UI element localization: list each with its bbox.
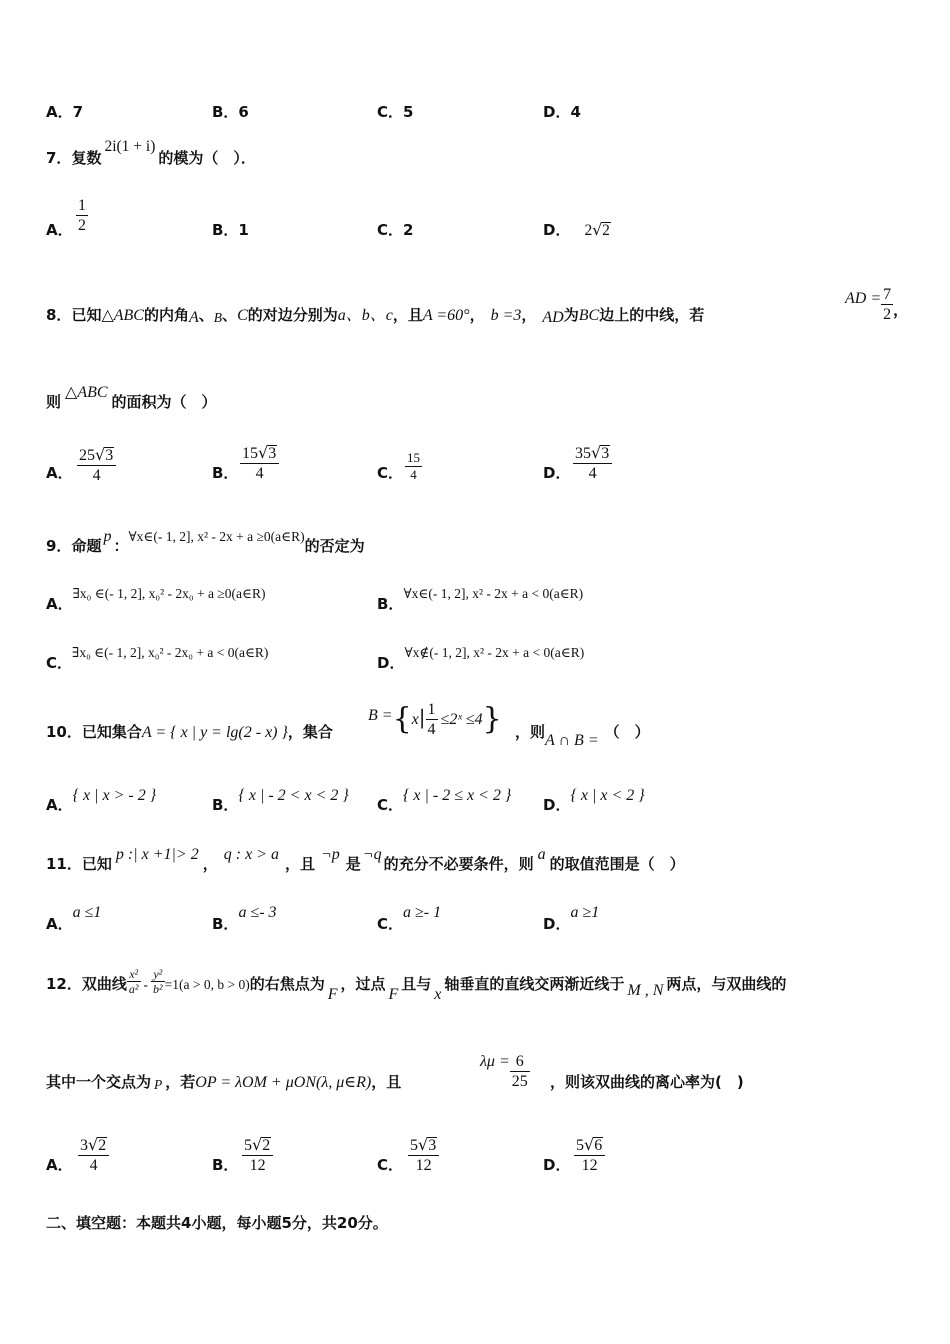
q7-option-d-label: D． xyxy=(543,221,571,239)
q7-number: 7． xyxy=(46,149,72,167)
q8-option-b-label: B． xyxy=(212,464,239,482)
q7-stem xyxy=(46,138,256,169)
q9-proposition-p: p xyxy=(103,528,112,545)
q9-number: 9． xyxy=(46,537,72,555)
q10-option-d: D．{ x | x < 2 } xyxy=(543,787,645,814)
q12-point-p: P xyxy=(154,1077,163,1092)
q8-stem-line2 xyxy=(46,384,217,413)
q11-condition-p: p :| x +1|> 2 xyxy=(115,846,199,863)
q9-option-c: C．∃x₀ ∈(- 1, 2], x₀² - 2x₀ + a < 0(a∈R) xyxy=(46,645,269,672)
q9-statement: ∀x∈(- 1, 2], x² - 2x + a ≥0(a∈R) xyxy=(128,529,305,544)
q10-text: ，则 xyxy=(515,723,546,741)
q10-option-b: B．{ x | - 2 < x < 2 } xyxy=(212,787,349,814)
q10-number: 10． xyxy=(46,723,82,741)
q8-option-a-label: A． xyxy=(46,464,73,482)
q7-expression: 2i(1 + i) xyxy=(104,138,156,155)
q8-text: ，且 xyxy=(392,306,423,324)
q11-param-a: a xyxy=(537,846,546,863)
q11-option-a: A．a ≤1 xyxy=(46,904,102,933)
q11-text: ，且 xyxy=(284,855,315,873)
q12-number: 12． xyxy=(46,975,82,993)
q11-option-b: B．a ≤- 3 xyxy=(212,904,277,933)
q6-option-a: A．7 xyxy=(46,103,84,121)
q9-option-b: B．∀x∈(- 1, 2], x² - 2x + a < 0(a∈R) xyxy=(377,586,584,613)
q8-option-b-fraction: $\frac{15√3}{4}$ xyxy=(240,443,279,483)
q12-option-a-fraction: $\frac{3√2}{4}$ xyxy=(78,1135,109,1175)
q12-lambda-mu-fraction: $\frac{6}{25}$ xyxy=(511,1053,528,1090)
q8-number: 8． xyxy=(46,306,72,324)
q8-option-d-label: D． xyxy=(543,464,571,482)
q8-option-c-fraction: $\frac{15}{4}$ xyxy=(407,450,420,482)
q8-text: 的对边分别为 xyxy=(247,306,338,324)
q12-option-b-fraction: $\frac{5√2}{12}$ xyxy=(242,1135,273,1175)
q8-text: 为 xyxy=(563,306,579,324)
q8-triangle: △ABC xyxy=(65,384,108,401)
q11-number: 11． xyxy=(46,855,82,873)
q8-angle-c: C xyxy=(237,307,248,324)
q6-option-b: B．6 xyxy=(212,103,249,121)
q8-angle-a: A xyxy=(189,309,199,326)
q12-text: 且与 xyxy=(401,975,432,993)
q12-points-mn: M , N xyxy=(627,982,664,999)
q8-stem-line1: 8．已知△ABC的内角A、B、C的对边分别为a、b、c，且A =60°， b =3， AD为BC边上的中线，若 xyxy=(46,306,705,326)
q12-option-a-label: A． xyxy=(46,1156,73,1174)
q6-option-d: D．4 xyxy=(543,103,581,121)
q12-text: ，若 xyxy=(165,1073,196,1091)
q7-option-d-coef: 2 xyxy=(584,222,593,239)
q8-text: 已知 xyxy=(71,306,102,324)
q12-text: 两点，与双曲线的 xyxy=(666,975,787,993)
q11-not-p: ¬p xyxy=(320,846,340,863)
q11-text: 的取值范围是（ ） xyxy=(549,855,685,873)
q10-text: ，集合 xyxy=(287,723,333,741)
section-heading-fill-in: 二、填空题：本题共4小题，每小题5分，共20分。 xyxy=(46,1214,388,1232)
q7-option-c: C．2 xyxy=(377,221,414,239)
q11-stem: 11．已知p :| x +1|> 2，q : x > a，且¬p是¬q的充分不必要条件，则a的取值范围是（ ） xyxy=(46,846,685,873)
q12-option-d-fraction: $\frac{5√6}{12}$ xyxy=(574,1135,605,1175)
q8-option-c-label: C． xyxy=(377,464,404,482)
q12-stem-line2 xyxy=(46,1072,401,1093)
q7-option-b: B．1 xyxy=(212,221,249,239)
q10-set-b: B ={x| $\frac{1}{4}$ ≤2ˣ ≤4} xyxy=(368,701,502,738)
q10-stem xyxy=(46,722,333,743)
q8-ad-condition: AD = $\frac{7}{2}$ ， xyxy=(845,286,909,323)
q12-axis-x: x xyxy=(434,986,442,1003)
q9-text: 的否定为 xyxy=(304,537,365,555)
q9-stem: 9．命题p：∀x∈(- 1, 2], x² - 2x + a ≥0(a∈R)的否定为 xyxy=(46,528,365,555)
q12-option-c-label: C． xyxy=(377,1156,404,1174)
q8-option-d-fraction: $\frac{35√3}{4}$ xyxy=(573,443,612,483)
q8-text: 的面积为（ ） xyxy=(111,393,217,411)
q8-angle-value: A =60° xyxy=(422,307,470,324)
q12-text: ，过点 xyxy=(340,975,386,993)
q12-focus-f: F xyxy=(327,986,338,1003)
q8-sides: a、b、c xyxy=(337,307,393,324)
q7-text-post: 的模为（ ）． xyxy=(158,149,256,167)
q10-question: ，则A ∩ B = （ ） xyxy=(515,723,650,749)
q8-angle-b: B xyxy=(213,310,223,325)
q11-not-q: ¬q xyxy=(362,846,382,863)
q10-option-a: A．{ x | x > - 2 } xyxy=(46,787,157,814)
q7-option-d-radicand: 2 xyxy=(602,222,610,239)
q12-text: 其中一个交点为 xyxy=(46,1073,152,1091)
q8-text: 边上的中线，若 xyxy=(599,306,705,324)
q8-triangle: △ABC xyxy=(101,307,144,324)
q12-focus-f: F xyxy=(388,986,399,1003)
q10-set-a: A = { x | y = lg(2 - x) } xyxy=(141,724,288,741)
q11-option-d: D．a ≥1 xyxy=(543,904,600,933)
q10-text: 已知集合 xyxy=(81,723,142,741)
q11-text: 是 xyxy=(345,855,361,873)
q12-text: ，且 xyxy=(371,1073,402,1091)
q8-ad-fraction: $\frac{7}{2}$ xyxy=(883,286,892,323)
q8-median: AD xyxy=(542,309,564,326)
q12-option-c-fraction: $\frac{5√3}{12}$ xyxy=(408,1135,439,1175)
q12-text: 双曲线 xyxy=(81,975,127,993)
q7-text-pre: 复数 xyxy=(71,149,102,167)
q12-frac-x: $\frac{\text{x²}}{\text{a²}}$ xyxy=(128,967,139,996)
q9-option-d: D．∀x∉(- 1, 2], x² - 2x + a < 0(a∈R) xyxy=(377,645,585,672)
q12-option-d-label: D． xyxy=(543,1156,571,1174)
q7-option-a xyxy=(46,196,86,239)
q8-text: 则 xyxy=(46,393,62,411)
q12-text: 的右焦点为 xyxy=(249,975,325,993)
q9-text: 命题 xyxy=(71,537,102,555)
q7-option-d: D． 2√2 xyxy=(543,221,610,239)
q7-option-a-fraction: $\frac{1}{2}$ xyxy=(78,197,86,234)
q12-equation-tail: =1(a > 0, b > 0) xyxy=(164,977,250,992)
q12-question: ，则该双曲线的离心率为( ) xyxy=(550,1073,744,1091)
q8-side-b: b =3 xyxy=(490,307,522,324)
q6-option-c: C．5 xyxy=(377,103,414,121)
q10-option-c: C．{ x | - 2 ≤ x < 2 } xyxy=(377,787,512,814)
q7-option-a-label: A． xyxy=(46,221,73,239)
q8-text: 的内角 xyxy=(143,306,189,324)
q11-option-c: C．a ≥- 1 xyxy=(377,904,442,933)
q12-text: 轴垂直的直线交两渐近线于 xyxy=(444,975,625,993)
q8-side-bc: BC xyxy=(578,307,600,324)
q10-set-b-fraction: $\frac{1}{4}$ xyxy=(427,701,436,738)
q8-option-a-fraction: $\frac{25√3}{4}$ xyxy=(77,445,116,485)
q11-text: 的充分不必要条件，则 xyxy=(383,855,534,873)
q12-frac-y: $\frac{\text{y²}}{\text{b²}}$ xyxy=(153,967,163,996)
q9-option-a: A．∃x₀ ∈(- 1, 2], x₀² - 2x₀ + a ≥0(a∈R) xyxy=(46,586,266,613)
q12-stem-line1: 12．双曲线 $\frac{\text{x²}}{\text{a²}}$ - $\frac{\text{y²}}{\text{b²}}$ =1(a > 0, b > 0)的右焦点为F，过点F且与x轴垂直的直线交两渐近线于 M , N 两点，与双曲线的 xyxy=(46,967,787,1003)
q10-intersection: A ∩ B = xyxy=(545,732,599,749)
q12-vector-equation: OP = λOM + μON(λ, μ∈R) xyxy=(195,1074,372,1091)
q12-lambda-mu: λμ = $\frac{6}{25}$ xyxy=(480,1053,528,1090)
q8-ad-lhs: AD = xyxy=(845,290,882,307)
q11-text: 已知 xyxy=(81,855,112,873)
q12-option-b-label: B． xyxy=(212,1156,239,1174)
q11-condition-q: q : x > a xyxy=(223,846,279,863)
